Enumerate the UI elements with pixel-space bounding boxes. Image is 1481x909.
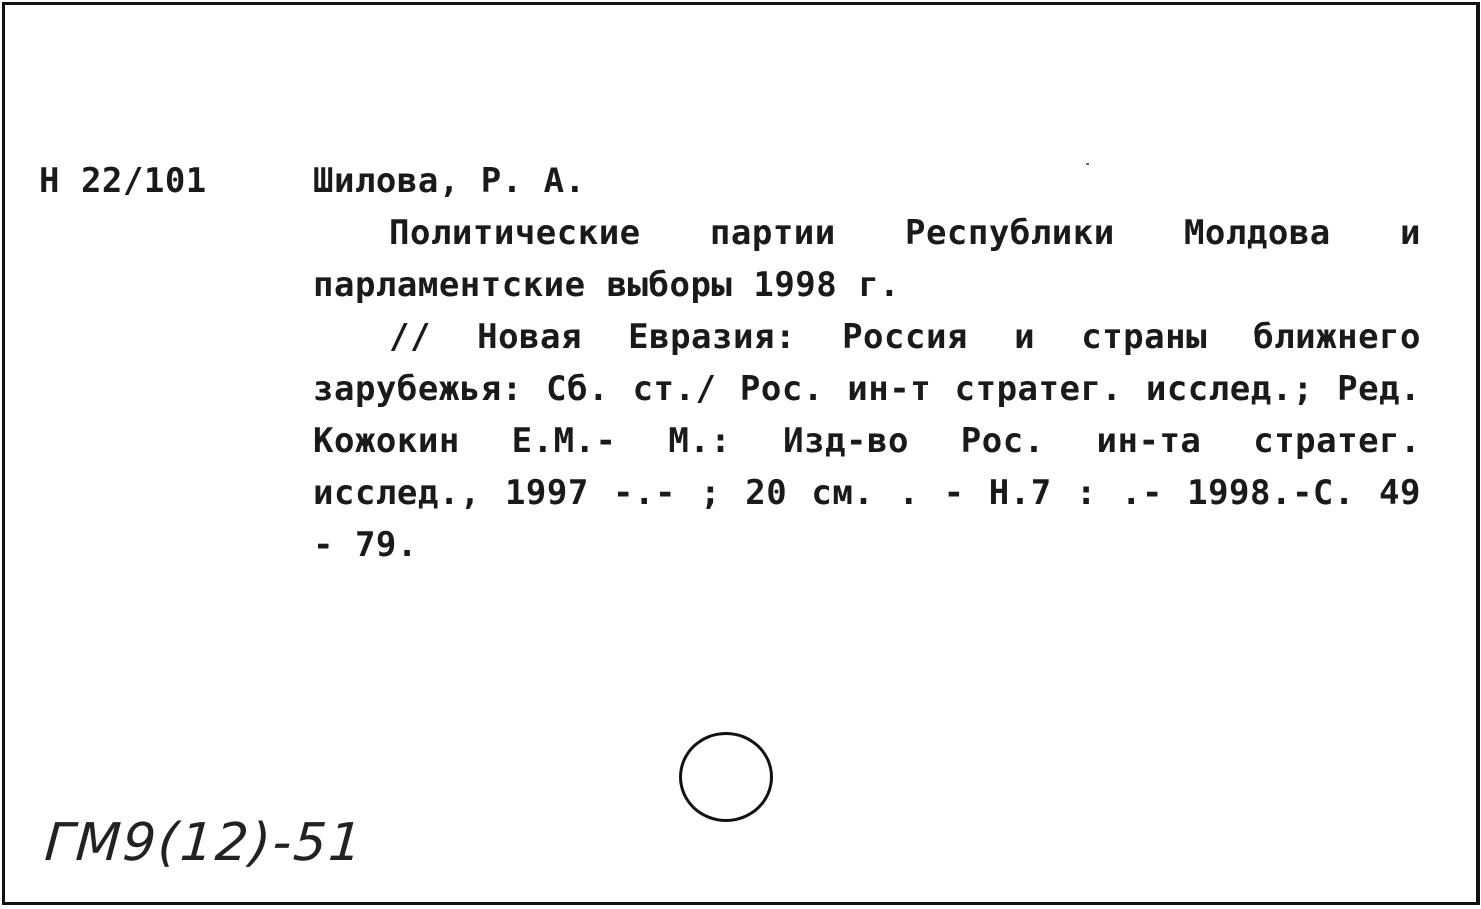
source-paragraph: // Новая Евразия: Россия и страны ближнего зарубежья: Сб. ст./ Рос. ин-т стратег. исслед.; Ред. Кожокин Е.М.- М.: Изд-во Рос. ин-та стратег. исслед., 1997 -.- ; 20 см. . - Н.7 : .- 1998.-С. 49 - 79. xyxy=(313,317,1421,565)
author-name: Шилова, Р. А. xyxy=(313,161,586,201)
ink-speck xyxy=(1086,163,1089,165)
handwritten-classification-code: ГМ9(12)-51 xyxy=(42,813,366,873)
catalog-card xyxy=(2,2,1480,905)
punch-hole xyxy=(679,732,773,822)
title-paragraph: Политические партии Республики Молдова и парламентские выборы 1998 г. xyxy=(313,213,1421,305)
bibliographic-description xyxy=(313,207,1421,571)
shelfmark: Н 22/101 xyxy=(39,161,207,201)
